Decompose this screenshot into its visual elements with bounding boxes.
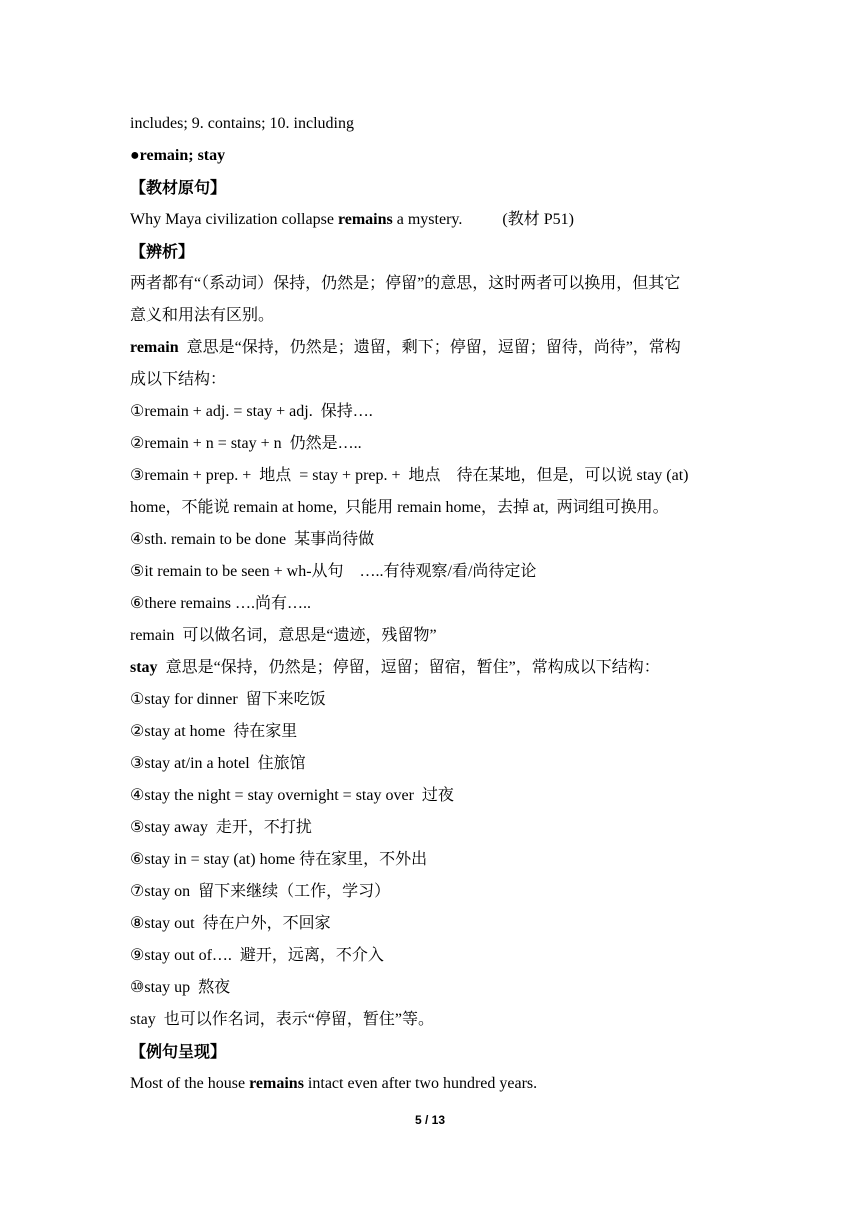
example-sentence — [130, 1068, 740, 1100]
bold-word: remains — [249, 1075, 304, 1092]
structure-item: ②remain + n = stay + n 仍然是….. — [130, 435, 362, 452]
section-heading-textbook-sentence: 【教材原句】 — [130, 178, 227, 197]
structure-item: ④stay the night = stay overnight = stay over 过夜 — [130, 787, 454, 804]
structure-item: ④sth. remain to be done 某事尚待做 — [130, 531, 375, 548]
structure-item: ⑥stay in = stay (at) home 待在家里，不外出 — [130, 851, 428, 868]
structure-item: ⑦stay on 留下来继续（工作，学习） — [130, 883, 391, 900]
text-segment: intact even after two hundred years. — [303, 1075, 538, 1092]
remain-definition — [130, 332, 740, 364]
structure-item: ③stay at/in a hotel 住旅馆 — [130, 755, 306, 772]
analysis-line: remain 可以做名词，意思是“遗迹，残留物” — [130, 627, 437, 644]
text-segment: a mystery. (教材 P51) — [392, 211, 574, 228]
bold-word: remains — [337, 211, 393, 228]
structure-item: ⑤it remain to be seen + wh-从句 …..有待观察/看/尚待定论 — [130, 563, 537, 580]
structure-item: ⑩stay up 熬夜 — [130, 979, 231, 996]
analysis-line: stay 也可以作名词，表示“停留，暂住”等。 — [130, 1011, 434, 1028]
structure-item: ⑧stay out 待在户外，不回家 — [130, 915, 331, 932]
section-heading-examples: 【例句呈现】 — [130, 1042, 227, 1061]
text-segment: 意思是“保持，仍然是；遗留，剩下；停留，逗留；留待，尚待”，常构 — [178, 339, 681, 356]
text-segment: 意思是“保持，仍然是；停留，逗留；留宿，暂住”，常构成以下结构： — [157, 659, 660, 676]
section-heading-analysis: 【辨析】 — [130, 242, 195, 261]
structure-item: ③remain + prep. + 地点 = stay + prep. + 地点 待在某地，但是，可以说 stay (at) — [130, 467, 689, 484]
answer-line: includes; 9. contains; 10. including — [130, 115, 354, 132]
stay-definition — [130, 652, 740, 684]
structure-item: ⑥there remains ….尚有….. — [130, 595, 311, 612]
structure-item: ⑨stay out of…. 避开，远离，不介入 — [130, 947, 384, 964]
structure-item: ①remain + adj. = stay + adj. 保持…. — [130, 403, 373, 420]
topic-heading: ●remain; stay — [130, 147, 226, 164]
structure-item: ⑤stay away 走开，不打扰 — [130, 819, 312, 836]
analysis-line: 两者都有“（系动词）保持，仍然是；停留”的意思，这时两者可以换用，但其它 — [130, 275, 681, 292]
text-segment: Most of the house — [130, 1075, 250, 1092]
textbook-sentence — [130, 204, 740, 236]
analysis-line: 成以下结构： — [130, 371, 227, 388]
structure-item: ①stay for dinner 留下来吃饭 — [130, 691, 326, 708]
bold-word: stay — [130, 659, 158, 676]
document-page — [130, 108, 740, 1100]
analysis-line: 意义和用法有区别。 — [130, 307, 275, 324]
structure-item: ②stay at home 待在家里 — [130, 723, 298, 740]
page-number: 5 / 13 — [414, 1113, 446, 1127]
bold-word: remain — [130, 339, 179, 356]
structure-item: home，不能说 remain at home, 只能用 remain home，去掉 at, 两词组可换用。 — [130, 499, 669, 516]
text-segment: Why Maya civilization collapse — [130, 211, 338, 228]
